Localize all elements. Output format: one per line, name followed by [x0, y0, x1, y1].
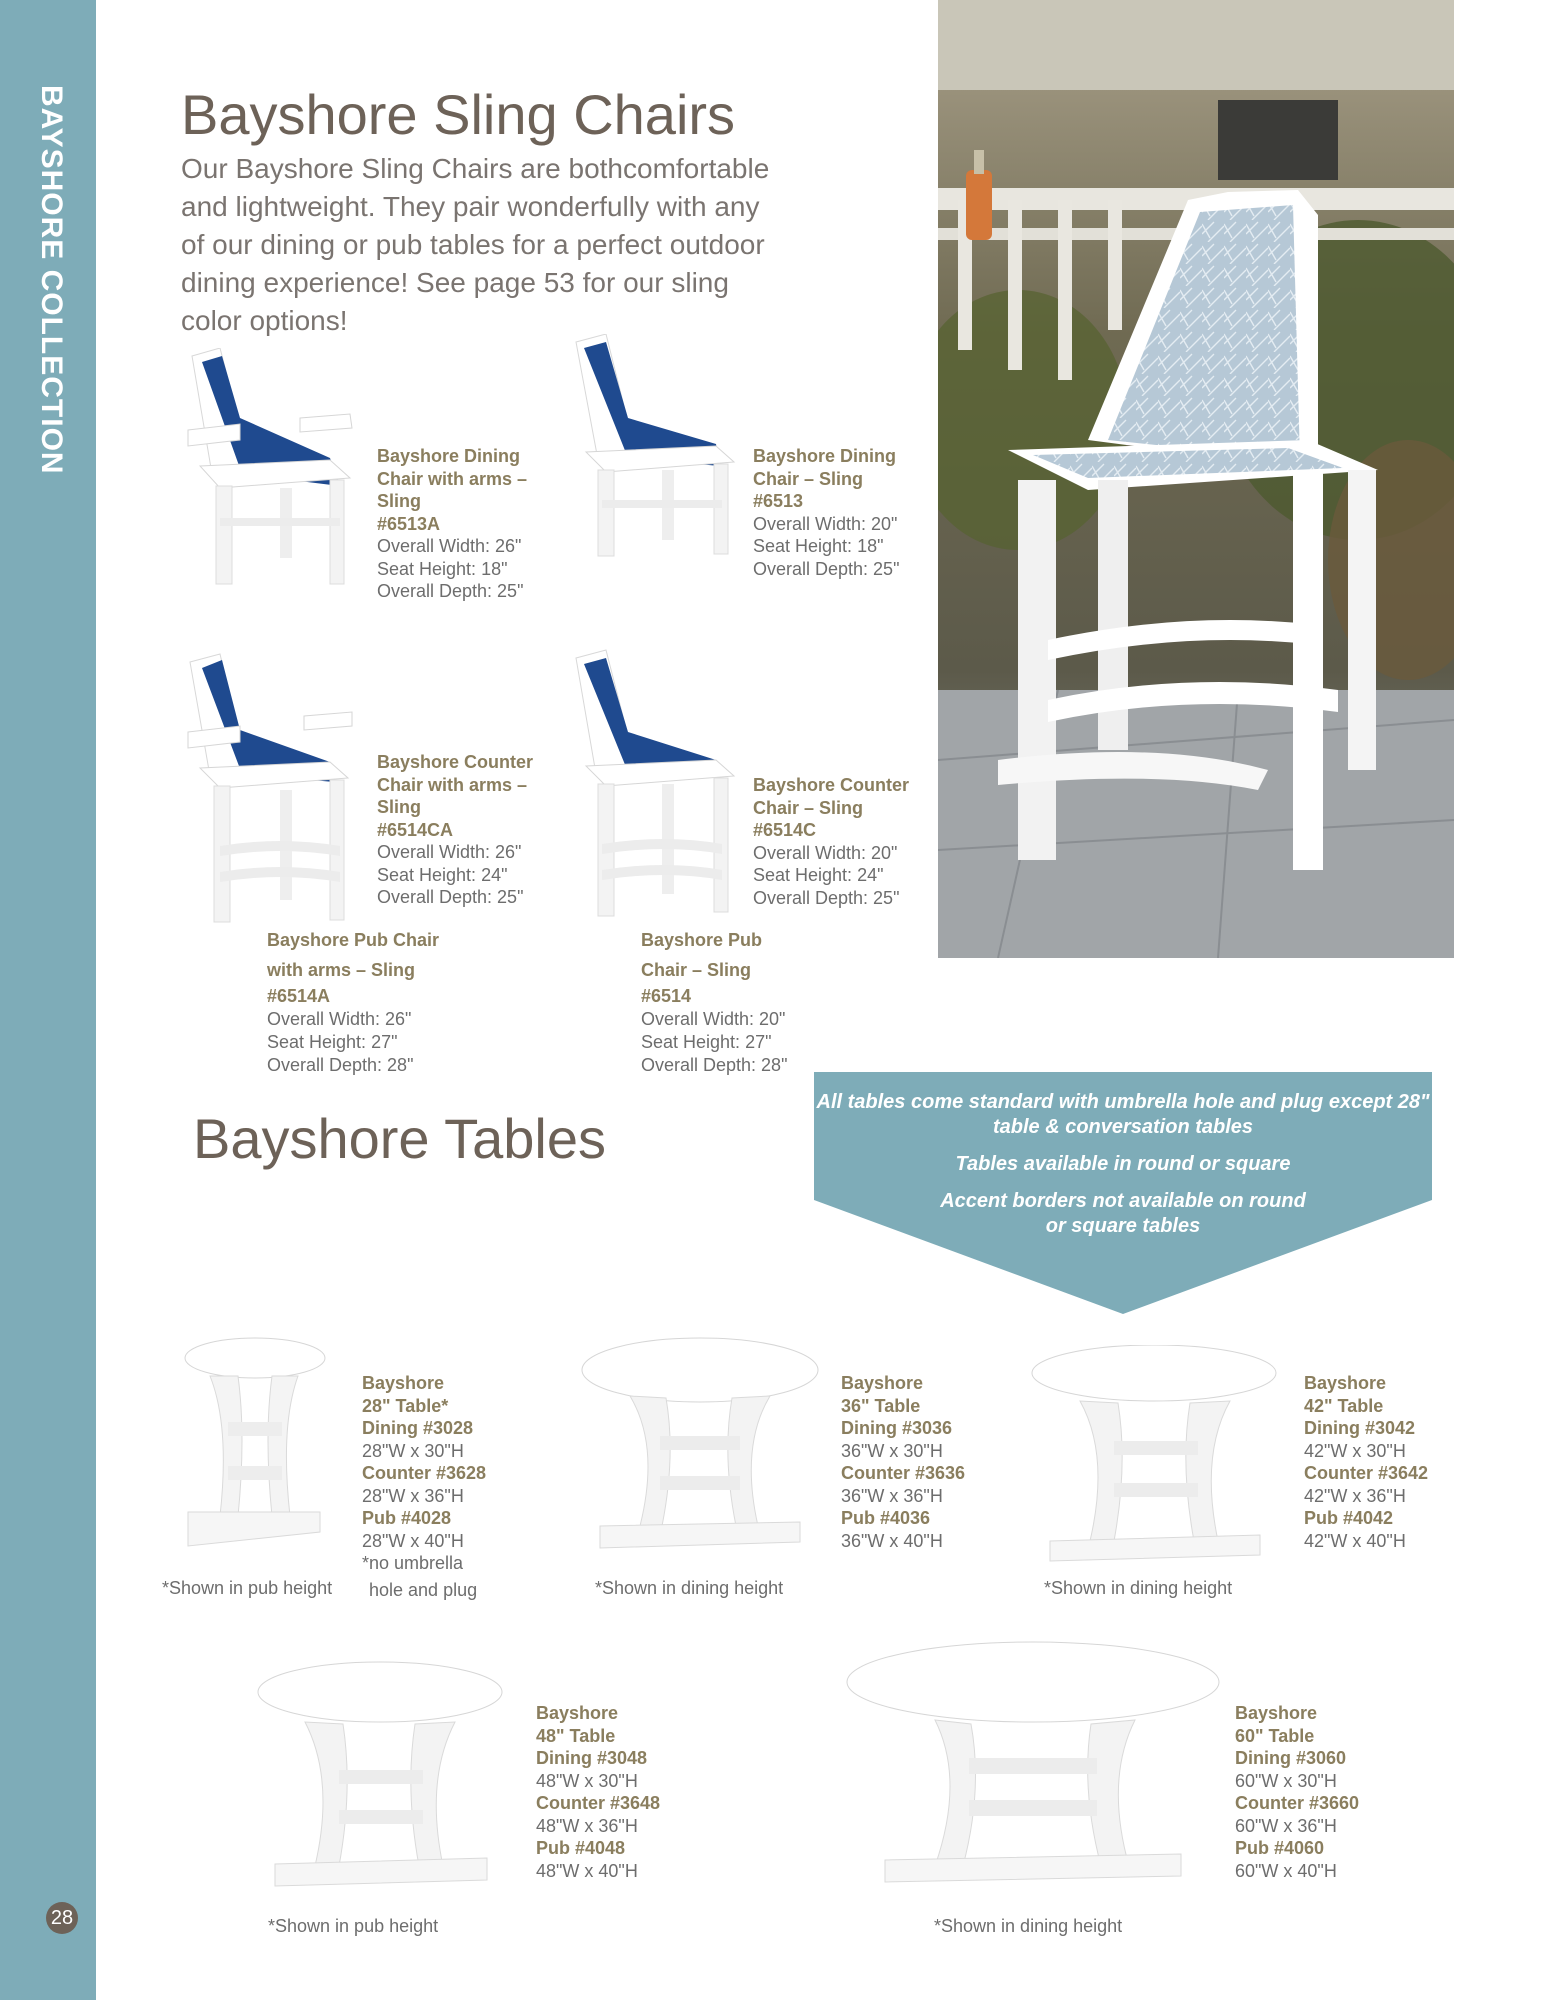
banner-line-umbrella: All tables come standard with umbrella hole and plug except 28" table & conversation tables [816, 1091, 1430, 1138]
table-note-42: *Shown in dining height [1044, 1578, 1233, 1598]
table-info-42: Bayshore 42" Table Dining #3042 42"W x 30"H Counter #3642 42"W x 36"H Pub #4042 42"W x 40"H [1304, 1373, 1429, 1551]
collection-label: BAYSHORE COLLECTION [35, 85, 68, 475]
chair-info-6513a: Bayshore Dining Chair with arms – Sling #6513A Overall Width: 26" Seat Height: 18" Overall Depth: 25" [377, 446, 528, 601]
table-info-48: Bayshore 48" Table Dining #3048 48"W x 30"H Counter #3648 48"W x 36"H Pub #4048 48"W x 40"H [536, 1703, 661, 1881]
tables-title: Bayshore Tables [193, 1107, 606, 1170]
banner-line-shapes: Tables available in round or square [955, 1153, 1291, 1175]
hero-photo [938, 0, 1454, 958]
chair-info-6514ca: Bayshore Counter Chair with arms – Sling #6514CA Overall Width: 26" Seat Height: 24" Overall Depth: 25" [377, 752, 534, 907]
chair-info-6514: Bayshore Pub Chair – Sling #6514 Overall Width: 20" Seat Height: 27" Overall Depth: 28" [641, 930, 788, 1075]
banner-line-borders: Accent borders not available on round or square tables [940, 1190, 1306, 1237]
chair-image-6513a [180, 348, 358, 586]
table-image-42 [1030, 1345, 1282, 1567]
table-image-28 [180, 1336, 330, 1566]
chairs-title: Bayshore Sling Chairs [181, 83, 736, 146]
table-note-28: *Shown in pub height [162, 1578, 333, 1598]
table-info-28: Bayshore 28" Table* Dining #3028 28"W x 30"H Counter #3628 28"W x 36"H Pub #4028 28"W x 40"H *no umbrella [362, 1373, 487, 1573]
tables-banner [814, 1072, 1432, 1314]
chair-info-6514a: Bayshore Pub Chair with arms – Sling #6514A Overall Width: 26" Seat Height: 27" Overall Depth: 28" [267, 930, 440, 1075]
table-note-60: *Shown in dining height [934, 1916, 1123, 1936]
chairs-intro: Our Bayshore Sling Chairs are bothcomfortable and lightweight. They pair wonderfully with any of our dining or pub tables for a perfect outdoor dining experience! See page 53 for our sling color options! [181, 153, 770, 336]
page-number: 28 [46, 1902, 78, 1934]
table-image-36 [580, 1336, 820, 1556]
chair-image-6514c [566, 648, 736, 920]
chair-image-6514ca [180, 650, 358, 928]
table-note-28-extra: hole and plug [369, 1580, 478, 1600]
chair-info-6514c: Bayshore Counter Chair – Sling #6514C Overall Width: 20" Seat Height: 24" Overall Depth: 25" [753, 775, 910, 908]
table-image-48 [255, 1660, 505, 1900]
chair-info-6513: Bayshore Dining Chair – Sling #6513 Overall Width: 20" Seat Height: 18" Overall Depth: 25" [753, 446, 900, 579]
table-info-36: Bayshore 36" Table Dining #3036 36"W x 30"H Counter #3636 36"W x 36"H Pub #4036 36"W x 40"H [841, 1373, 966, 1551]
chair-image-6513 [566, 334, 736, 564]
table-image-60 [845, 1640, 1221, 1892]
table-note-48: *Shown in pub height [268, 1916, 439, 1936]
table-info-60: Bayshore 60" Table Dining #3060 60"W x 30"H Counter #3660 60"W x 36"H Pub #4060 60"W x 40"H [1235, 1703, 1360, 1881]
table-note-36: *Shown in dining height [595, 1578, 784, 1598]
